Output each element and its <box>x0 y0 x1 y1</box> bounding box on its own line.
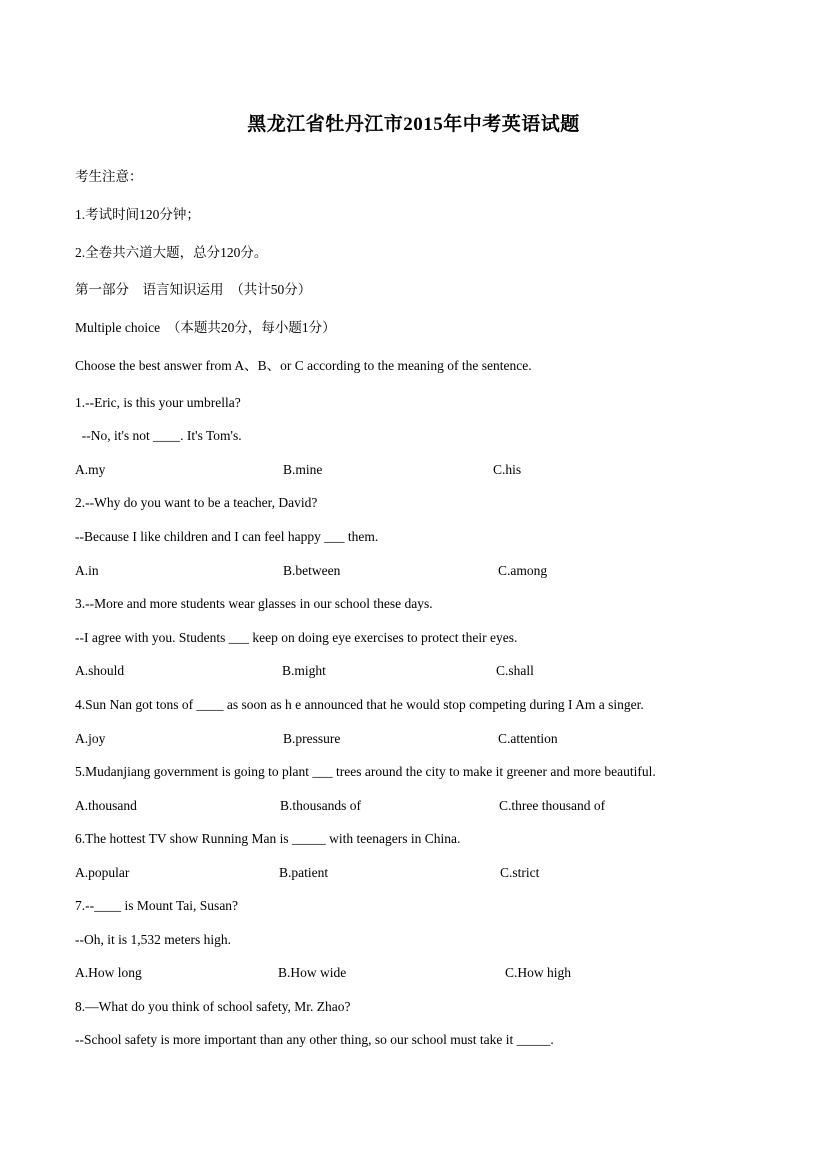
question-6-option-c: C.strict <box>500 865 540 880</box>
instruction-text: Choose the best answer from A、B、or C according to the meaning of the sentence. <box>75 358 532 373</box>
question-1-response: --No, it's not ____. It's Tom's. <box>75 428 242 443</box>
question-2-option-a: A.in <box>75 563 99 578</box>
question-3-stem: 3.--More and more students wear glasses in our school these days. <box>75 596 433 611</box>
question-5-option-b: B.thousands of <box>280 798 361 813</box>
question-1-option-b: B.mine <box>283 462 323 477</box>
question-4-option-c: C.attention <box>498 731 558 746</box>
question-2-response: --Because I like children and I can feel happy ___ them. <box>75 529 379 544</box>
section-heading: Multiple choice （本题共20分，每小题1分） <box>75 320 336 335</box>
page-title: 黑龙江省牡丹江市2015年中考英语试题 <box>247 114 580 135</box>
question-2-option-b: B.between <box>283 563 341 578</box>
notice-heading: 考生注意： <box>75 169 143 184</box>
question-6-option-a: A.popular <box>75 865 130 880</box>
question-7-stem: 7.--____ is Mount Tai, Susan? <box>75 898 239 913</box>
question-1-option-c: C.his <box>493 462 522 477</box>
question-2-option-c: C.among <box>498 563 548 578</box>
part-heading: 第一部分 语言知识运用 （共计50分） <box>75 282 312 297</box>
question-5-option-c: C.three thousand of <box>499 798 606 813</box>
question-5-stem: 5.Mudanjiang government is going to plant ___ trees around the city to make it greener and more beautiful. <box>75 764 656 779</box>
question-3-option-a: A.should <box>75 663 125 678</box>
question-7-option-a: A.How long <box>75 965 142 980</box>
question-7-option-c: C.How high <box>505 965 572 980</box>
question-2-stem: 2.--Why do you want to be a teacher, David? <box>75 495 318 510</box>
question-1-stem: 1.--Eric, is this your umbrella? <box>75 395 241 410</box>
question-4-option-b: B.pressure <box>283 731 341 746</box>
question-7-option-b: B.How wide <box>278 965 347 980</box>
notice-item-2: 2.全卷共六道大题，总分120分。 <box>75 245 268 260</box>
question-5-option-a: A.thousand <box>75 798 137 813</box>
question-3-option-b: B.might <box>282 663 326 678</box>
question-8-stem: 8.—What do you think of school safety, Mr. Zhao? <box>75 999 351 1014</box>
question-3-response: --I agree with you. Students ___ keep on doing eye exercises to protect their eyes. <box>75 630 518 645</box>
question-7-response: --Oh, it is 1,532 meters high. <box>75 932 231 947</box>
question-1-option-a: A.my <box>75 462 106 477</box>
notice-item-1: 1.考试时间120分钟； <box>75 207 200 222</box>
question-8-response: --School safety is more important than any other thing, so our school must take it _____. <box>75 1032 554 1047</box>
question-4-option-a: A.joy <box>75 731 106 746</box>
question-4-stem: 4.Sun Nan got tons of ____ as soon as h e announced that he would stop competing during I Am a singer. <box>75 697 644 712</box>
question-6-stem: 6.The hottest TV show Running Man is _____ with teenagers in China. <box>75 831 461 846</box>
question-3-option-c: C.shall <box>496 663 534 678</box>
question-6-option-b: B.patient <box>279 865 329 880</box>
